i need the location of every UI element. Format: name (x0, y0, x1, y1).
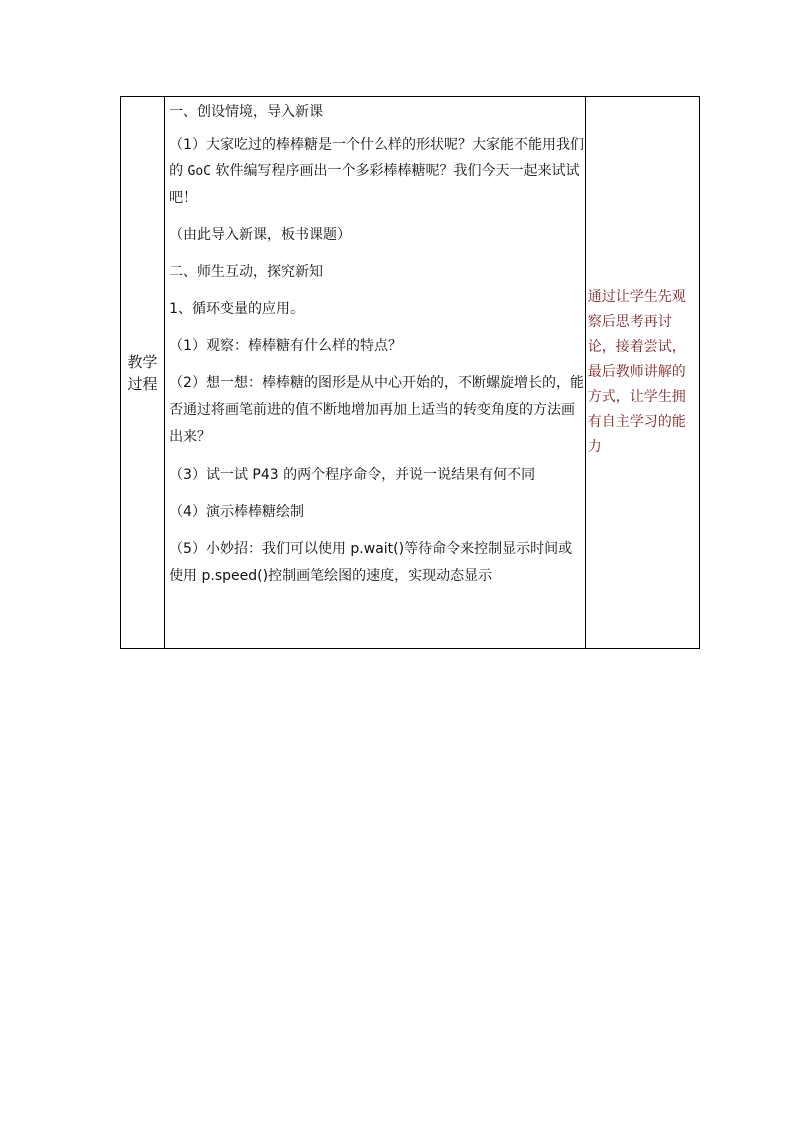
section-heading-1: 一、创设情境，导入新课 (169, 104, 324, 120)
paragraph-demo: （4）演示棒棒糖绘制 (169, 504, 304, 520)
content-cell (165, 97, 586, 649)
paragraph-tip: （5）小妙招：我们可以使用 p.wait()等待命令来控制显示时间或使用 p.speed()控制画笔绘图的速度，实现动态显示 (169, 541, 573, 584)
lesson-plan-table (120, 96, 700, 649)
goc-software-name: GoC (187, 164, 211, 179)
design-note-text: 通过让学生先观察后思考再讨论，接着尝试，最后教师讲解的方式，让学生拥有自主学习的能力 (587, 289, 686, 455)
paragraph-think: （2）想一想：棒棒糖的图形是从中心开始的，不断螺旋增长的，能否通过将画笔前进的值不断地增加再加上适当的转变角度的方法画出来？ (169, 375, 584, 445)
paragraph-intro-question (169, 132, 585, 211)
row-label-line2: 过程 (127, 374, 158, 393)
design-note-cell (585, 97, 699, 649)
paragraph-try: （3）试一试 P43 的两个程序命令，并说一说结果有何不同 (169, 467, 536, 483)
paragraph-lead-in: （由此导入新课，板书课题） (169, 227, 352, 243)
paragraph-loop-variable: 1、循环变量的应用。 (169, 301, 304, 317)
row-label-cell (121, 97, 165, 649)
row-label-line1: 教学 (127, 352, 158, 371)
section-heading-2: 二、师生互动，探究新知 (169, 264, 324, 280)
intro-question-part2: 软件编写程序画出一个多彩棒棒糖呢？我们今天一起来试试吧！ (169, 163, 580, 206)
teaching-process-row (121, 97, 700, 649)
intro-question-part1: （1）大家吃过的棒棒糖是一个什么样的形状呢？大家能不能用我们的 (169, 137, 584, 179)
paragraph-observe: （1）观察：棒棒糖有什么样的特点？ (169, 338, 402, 354)
